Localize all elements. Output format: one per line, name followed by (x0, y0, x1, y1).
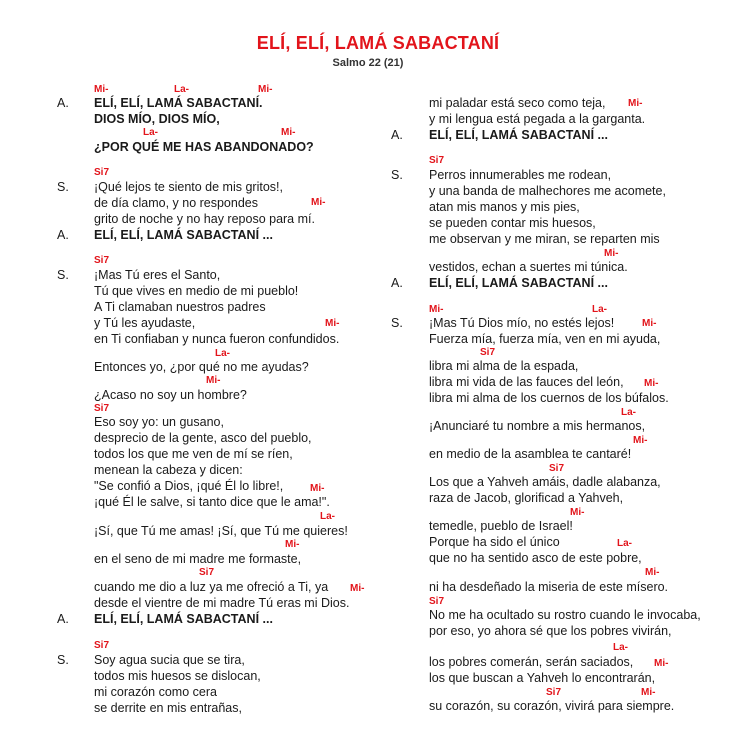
chord-mi: Mi- (604, 248, 619, 259)
lyric-line: menean la cabeza y dicen: (94, 463, 243, 477)
lyric-line: ¡Mas Tú eres el Santo, (94, 268, 221, 282)
lyric-line: "Se confió a Dios, ¡qué Él lo libre!, (94, 479, 284, 493)
lyric-line: ELÍ, ELÍ, LAMÁ SABACTANÍ ... (94, 228, 273, 242)
chord-mi: Mi- (628, 98, 643, 109)
chord-si7: Si7 (549, 463, 565, 474)
chord-la: La- (592, 304, 607, 315)
lyric-line: Eso soy yo: un gusano, (94, 415, 224, 429)
chord-la: La- (320, 511, 335, 522)
chord-la: La- (621, 407, 636, 418)
lyric-line: todos los que me ven de mí se ríen, (94, 447, 293, 461)
chord-mi: Mi- (633, 435, 648, 446)
chord-si7: Si7 (94, 167, 110, 178)
chord-si7: Si7 (94, 403, 110, 414)
lyric-line: los pobres comerán, serán saciados, (429, 655, 634, 669)
lyric-line: Porque ha sido el único (429, 535, 560, 549)
speaker-soloist: S. (57, 653, 69, 667)
lyric-line: ni ha desdeñado la miseria de este mísero. (429, 580, 669, 594)
chord-mi: Mi- (654, 658, 669, 669)
speaker-assembly: A. (57, 96, 69, 110)
chord-mi: Mi- (311, 197, 326, 208)
lyric-line: ¡qué Él le salve, si tanto dice que le ama!". (94, 495, 330, 509)
lyric-line: mi paladar está seco como teja, (429, 96, 606, 110)
speaker-soloist: S. (391, 168, 403, 182)
chord-mi: Mi- (642, 318, 657, 329)
lyric-line: vestidos, echan a suertes mi túnica. (429, 260, 628, 274)
lyric-line: me observan y me miran, se reparten mis (429, 232, 660, 246)
lyric-line: mi corazón como cera (94, 685, 217, 699)
lyric-line: en el seno de mi madre me formaste, (94, 552, 302, 566)
lyric-line: Perros innumerables me rodean, (429, 168, 612, 182)
lyric-line: ELÍ, ELÍ, LAMÁ SABACTANÍ. (94, 96, 263, 110)
speaker-assembly: A. (57, 612, 69, 626)
lyric-line: cuando me dio a luz ya me ofreció a Ti, ya (94, 580, 329, 594)
chord-si7: Si7 (429, 596, 445, 607)
lyric-line: ¿Acaso no soy un hombre? (94, 388, 247, 402)
lyric-line: y mi lengua está pegada a la garganta. (429, 112, 646, 126)
lyric-line: grito de noche y no hay reposo para mí. (94, 212, 315, 226)
chord-mi: Mi- (285, 539, 300, 550)
lyric-line: Soy agua sucia que se tira, (94, 653, 245, 667)
speaker-assembly: A. (391, 276, 403, 290)
speaker-assembly: A. (391, 128, 403, 142)
lyric-line: ¡Qué lejos te siento de mis gritos!, (94, 180, 283, 194)
speaker-soloist: S. (57, 180, 69, 194)
lyric-line: Los que a Yahveh amáis, dadle alabanza, (429, 475, 661, 489)
chord-mi: Mi- (206, 375, 221, 386)
chord-si7: Si7 (94, 640, 110, 651)
chord-mi: Mi- (310, 483, 325, 494)
lyric-line: temedle, pueblo de Israel! (429, 519, 573, 533)
lyric-line: se derrite en mis entrañas, (94, 701, 242, 715)
lyric-line: y Tú les ayudaste, (94, 316, 196, 330)
speaker-soloist: S. (57, 268, 69, 282)
chord-mi: Mi- (644, 378, 659, 389)
lyric-line: Tú que vives en medio de mi pueblo! (94, 284, 299, 298)
chord-mi: Mi- (641, 687, 656, 698)
lyric-line: de día clamo, y no respondes (94, 196, 258, 210)
chord-la: La- (143, 127, 158, 138)
lyric-line: ELÍ, ELÍ, LAMÁ SABACTANÍ ... (429, 128, 608, 142)
chord-mi: Mi- (325, 318, 340, 329)
chord-mi: Mi- (94, 84, 109, 95)
lyric-line: ELÍ, ELÍ, LAMÁ SABACTANÍ ... (429, 276, 608, 290)
chord-la: La- (174, 84, 189, 95)
chord-mi: Mi- (570, 507, 585, 518)
lyric-line: se pueden contar mis huesos, (429, 216, 596, 230)
lyric-line: atan mis manos y mis pies, (429, 200, 580, 214)
lyric-line: Fuerza mía, fuerza mía, ven en mi ayuda, (429, 332, 661, 346)
song-subtitle: Salmo 22 (21) (332, 57, 404, 69)
chord-la: La- (617, 538, 632, 549)
lyric-line: No me ha ocultado su rostro cuando le invocaba, (429, 608, 701, 622)
lyric-line: ¡Mas Tú Dios mío, no estés lejos! (429, 316, 615, 330)
lyric-line: en medio de la asamblea te cantaré! (429, 447, 632, 461)
lyric-line: por eso, yo ahora sé que los pobres vivirán, (429, 624, 672, 638)
lyric-line: y una banda de malhechores me acomete, (429, 184, 666, 198)
lyric-line: que no ha sentido asco de este pobre, (429, 551, 642, 565)
lyric-line: todos mis huesos se dislocan, (94, 669, 261, 683)
chord-mi: Mi- (281, 127, 296, 138)
lyric-line: libra mi vida de las fauces del león, (429, 375, 624, 389)
lyric-line: desprecio de la gente, asco del pueblo, (94, 431, 312, 445)
lyric-line: ELÍ, ELÍ, LAMÁ SABACTANÍ ... (94, 612, 273, 626)
lyric-line: A Ti clamaban nuestros padres (94, 300, 266, 314)
speaker-soloist: S. (391, 316, 403, 330)
chord-mi: Mi- (258, 84, 273, 95)
lyric-line: Entonces yo, ¿por qué no me ayudas? (94, 360, 309, 374)
chord-si7: Si7 (94, 255, 110, 266)
speaker-assembly: A. (57, 228, 69, 242)
chord-la: La- (613, 642, 628, 653)
lyric-line: libra mi alma de la espada, (429, 359, 579, 373)
chord-mi: Mi- (645, 567, 660, 578)
chord-si7: Si7 (429, 155, 445, 166)
lyric-line: ¿POR QUÉ ME HAS ABANDONADO? (94, 140, 314, 154)
lyric-line: raza de Jacob, glorificad a Yahveh, (429, 491, 624, 505)
song-title: ELÍ, ELÍ, LAMÁ SABACTANÍ (256, 33, 500, 53)
chord-mi: Mi- (429, 304, 444, 315)
lyric-line: su corazón, su corazón, vivirá para siempre. (429, 699, 675, 713)
lyric-line: libra mi alma de los cuernos de los búfalos. (429, 391, 669, 405)
lyric-line: los que buscan a Yahveh lo encontrarán, (429, 671, 656, 685)
chord-si7: Si7 (480, 347, 496, 358)
chord-mi: Mi- (350, 583, 365, 594)
lyric-line: ¡Anunciaré tu nombre a mis hermanos, (429, 419, 646, 433)
chord-si7: Si7 (546, 687, 562, 698)
chord-si7: Si7 (199, 567, 215, 578)
lyric-line: ¡Sí, que Tú me amas! ¡Sí, que Tú me quieres! (94, 524, 348, 538)
lyric-line: desde el vientre de mi madre Tú eras mi Dios. (94, 596, 350, 610)
lyric-line: DIOS MÍO, DIOS MÍO, (94, 112, 220, 126)
lyric-line: en Ti confiaban y nunca fueron confundidos. (94, 332, 340, 346)
chord-la: La- (215, 348, 230, 359)
